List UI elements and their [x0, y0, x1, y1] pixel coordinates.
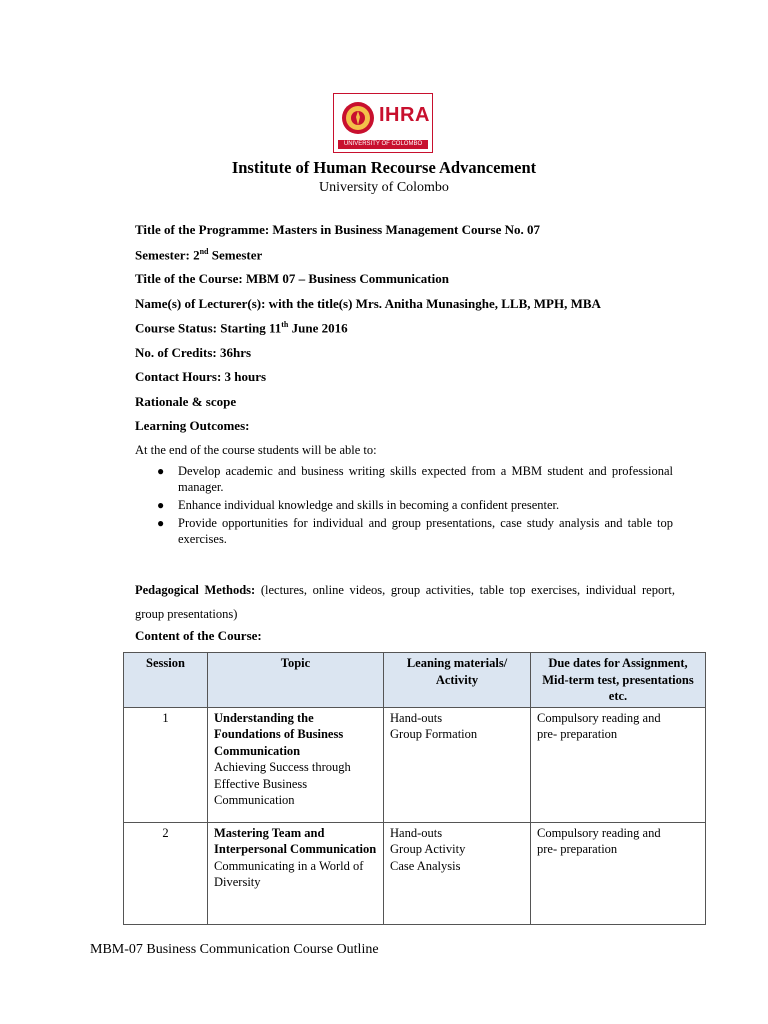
institute-title: Institute of Human Recourse Advancement — [231, 158, 537, 177]
due-cell: Compulsory reading and pre- preparation — [531, 822, 706, 924]
crest-seal-icon — [340, 100, 376, 136]
learning-outcomes-heading: Learning Outcomes: — [135, 418, 250, 433]
university-name: University of Colombo — [319, 180, 449, 195]
col-header-session: Session — [124, 653, 208, 708]
course-title-line: Title of the Course: MBM 07 – Business Communication — [135, 271, 449, 286]
list-item: ● Develop academic and business writing skills expected from a MBM student and professional manager. — [157, 464, 673, 494]
pedagogical-methods: Pedagogical Methods: (lectures, online videos, group activities, table top exercises, individual report, group presentations) — [135, 583, 675, 621]
pedagogical-label: Pedagogical Methods: — [135, 583, 256, 597]
table-row — [124, 707, 706, 822]
bullet-icon: ● — [157, 516, 165, 530]
programme-line: Title of the Programme: Masters in Business Management Course No. 07 — [135, 222, 540, 237]
credits-line: No. of Credits: 36hrs — [135, 345, 252, 360]
materials-cell: Hand-outs Group Formation — [384, 707, 531, 822]
topic-cell: Understanding the Foundations of Business Communication Achieving Success through Effective Business Communication — [208, 707, 384, 822]
logo-subtitle: UNIVERSITY OF COLOMBO — [338, 140, 428, 149]
course-content-table — [123, 652, 706, 925]
page-footer: MBM-07 Business Communication Course Outline — [90, 942, 379, 957]
contact-hours-line: Contact Hours: 3 hours — [135, 369, 267, 384]
topic-cell: Mastering Team and Interpersonal Communication Communicating in a World of Diversity — [208, 822, 384, 924]
list-item: ● Enhance individual knowledge and skills in becoming a confident presenter. — [157, 498, 560, 512]
course-status-line: Course Status: Starting 11th June 2016 — [135, 320, 348, 336]
content-heading: Content of the Course: — [135, 628, 262, 643]
ihra-logo — [333, 93, 433, 153]
list-item: ● Provide opportunities for individual and group presentations, case study analysis and table top exercises. — [157, 516, 673, 546]
session-cell: 1 — [124, 707, 208, 822]
outcomes-intro: At the end of the course students will be able to: — [135, 443, 377, 457]
col-header-due-dates: Due dates for Assignment, Mid-term test, presentations etc. — [531, 653, 706, 708]
table-header-row — [124, 653, 706, 708]
outcomes-list — [135, 463, 673, 549]
rationale-line: Rationale & scope — [135, 394, 237, 409]
semester-line: Semester: 2nd Semester — [135, 247, 263, 263]
col-header-topic: Topic — [208, 653, 384, 708]
materials-cell: Hand-outs Group Activity Case Analysis — [384, 822, 531, 924]
logo-brand: IHRA — [379, 104, 430, 126]
bullet-icon: ● — [157, 464, 165, 478]
bullet-icon: ● — [157, 498, 165, 512]
session-cell: 2 — [124, 822, 208, 924]
col-header-materials: Leaning materials/ Activity — [384, 653, 531, 708]
lecturer-line: Name(s) of Lecturer(s): with the title(s) Mrs. Anitha Munasinghe, LLB, MPH, MBA — [135, 296, 601, 311]
due-cell: Compulsory reading and pre- preparation — [531, 707, 706, 822]
table-row — [124, 822, 706, 924]
